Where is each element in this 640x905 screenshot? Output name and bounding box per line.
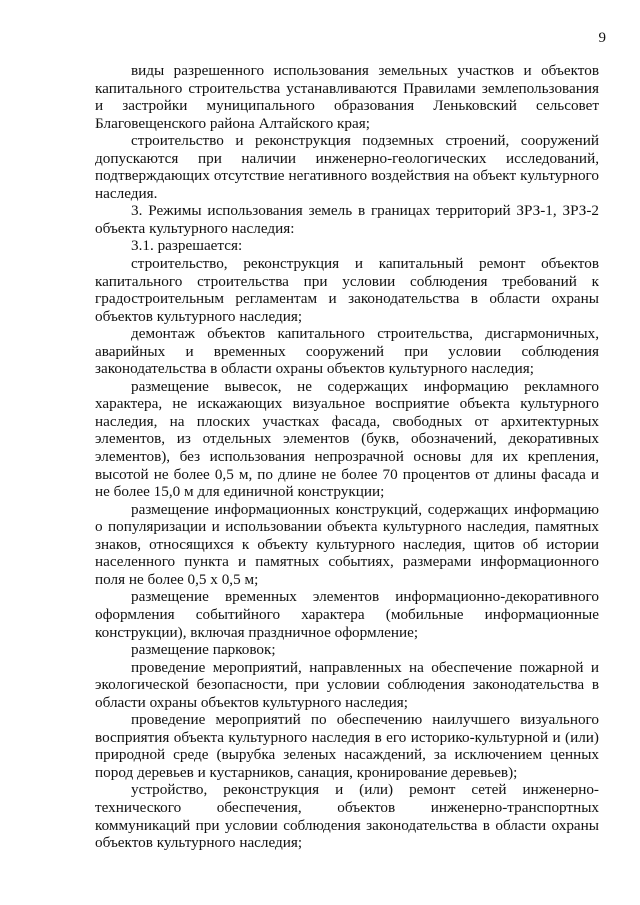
paragraph: размещение парковок; xyxy=(131,641,276,659)
paragraph: демонтаж объектов капитального строительства, дисгармоничных, аварийных и временных сооружений при условии соблюдения законодательства в области охраны объектов культурного наследия; xyxy=(95,325,599,378)
paragraph: проведение мероприятий, направленных на обеспечение пожарной и экологической безопасности, при условии соблюдения законодательства в области охраны объектов культурного наследия; xyxy=(95,658,599,711)
paragraph: устройство, реконструкция и (или) ремонт сетей инженерно-технического обеспечения, объектов инженерно-транспортных коммуникаций при условии соблюдения законодательства в области охраны объектов культурного наследия; xyxy=(95,781,599,852)
paragraph: размещение вывесок, не содержащих информацию рекламного характера, не искажающих визуальное восприятие объекта культурного наследия, на плоских участках фасада, свободных от архитектурных элементов, из отдельных элементов (букв, обозначений, декоративных элементов), без использования непрозрачной основы для их крепления, высотой не более 0,5 м, по длине не более 70 процентов от длины фасада и не более 15,0 м для единичной конструкции; xyxy=(95,377,599,501)
paragraph: строительство и реконструкция подземных строений, сооружений допускаются при наличии инженерно-геологических исследований, подтверждающих отсутствие негативного воздействия на объект культурного наследия. xyxy=(95,132,599,202)
page-number: 9 xyxy=(598,30,606,46)
paragraph: виды разрешенного использования земельных участков и объектов капитального строительства устанавливаются Правилами землепользования и застройки муниципального образования Леньковский сельсовет Благовещенского района Алтайского края; xyxy=(95,62,599,132)
paragraph: 3.1. разрешается: xyxy=(131,237,243,255)
paragraph: проведение мероприятий по обеспечению наилучшего визуального восприятия объекта культурного наследия в его историко-культурной и (или) природной среде (вырубка зеленых насаждений, за исключением ценных пород деревьев и кустарников, санация, кронирование деревьев); xyxy=(95,711,599,781)
paragraph: строительство, реконструкция и капитальный ремонт объектов капитального строительства при условии соблюдения требований к градостроительным регламентам и законодательства в области охраны объектов культурного наследия; xyxy=(95,255,599,325)
document-body xyxy=(95,62,599,852)
paragraph: размещение информационных конструкций, содержащих информацию о популяризации и использовании объекта культурного наследия, памятных знаков, относящихся к объекту культурного наследия, щитов об истории населенного пункта и памятных событиях, размерами информационного поля не более 0,5 х 0,5 м; xyxy=(95,500,599,588)
paragraph: размещение временных элементов информационно-декоративного оформления событийного характера (мобильные информационные конструкции), включая праздничное оформление; xyxy=(95,588,599,641)
paragraph: 3. Режимы использования земель в границах территорий ЗРЗ-1, ЗРЗ-2 объекта культурного наследия: xyxy=(95,202,599,237)
